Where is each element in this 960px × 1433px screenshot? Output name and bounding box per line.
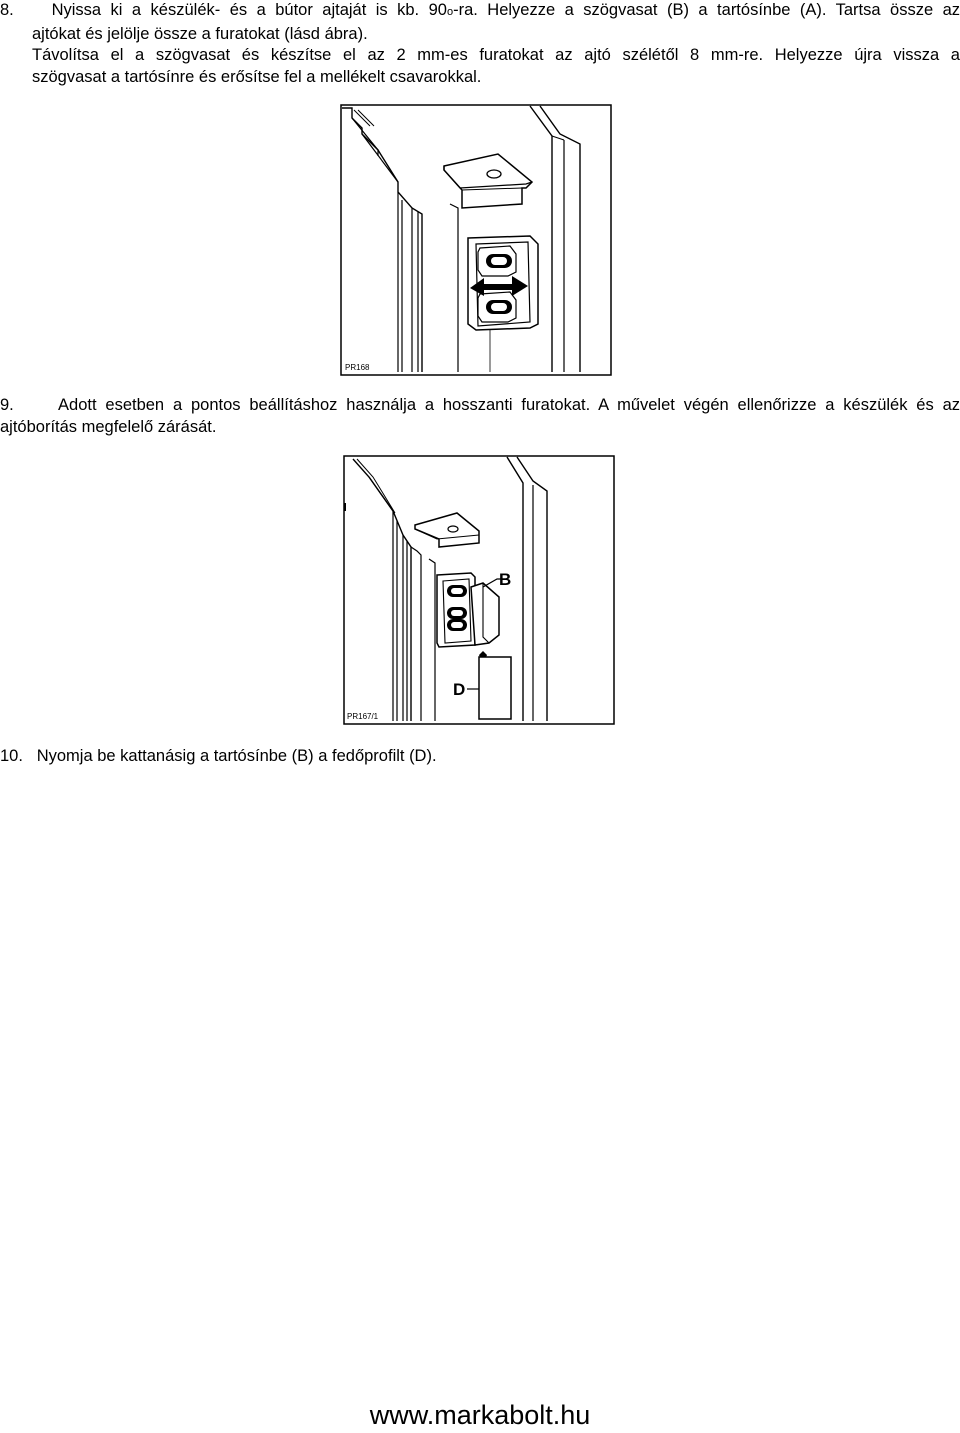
- step-8-text-b: -ra. Helyezze a szögvasat (B) a tartósínbe (A). Tartsa össze az: [453, 1, 960, 19]
- figure-2-drawing: [343, 455, 615, 725]
- step-8-line-2: ajtókat és jelölje össze a furatokat (lásd ábra).: [32, 24, 368, 43]
- step-10-paragraph: [0, 746, 960, 768]
- step-9-line-2: ajtóborítás megfelelő zárását.: [0, 417, 217, 436]
- step-8-line-1: [0, 0, 960, 24]
- step-9-text: Adott esetben a pontos beállításhoz használja a hosszanti furatokat. A művelet végén ellenőrizze a készülék és az: [58, 396, 960, 414]
- step-9-line-1: [0, 395, 960, 417]
- label-d: D: [453, 680, 466, 699]
- step-10-line-1: [0, 746, 960, 768]
- degree-sign: o: [446, 6, 454, 18]
- step-10-text: Nyomja be kattanásig a tartósínbe (B) a fedőprofilt (D).: [36, 747, 437, 765]
- label-b: B: [499, 570, 512, 589]
- figure-bracket-installation: [340, 104, 612, 376]
- figure-1-drawing: [340, 104, 612, 376]
- step-10-number: 10.: [0, 747, 23, 765]
- step-9-number: 9.: [0, 396, 14, 414]
- step-8-number: 8.: [0, 1, 14, 19]
- step-8-line-4: szögvasat a tartósínre és erősítse fel a mellékelt csavarokkal.: [32, 67, 482, 86]
- step-9-paragraph: [0, 395, 960, 438]
- figure-cover-profile: [343, 455, 615, 725]
- footer-url: www.markabolt.hu: [369, 1400, 591, 1430]
- step-8-line-3: Távolítsa el a szögvasat és készítse el az 2 mm-es furatokat az ajtó szélétől 8 mm-re. Helyezze újra vissza a: [32, 46, 960, 64]
- figure-1-code: PR168: [345, 363, 370, 372]
- step-8-text-a: Nyissa ki a készülék- és a bútor ajtaját is kb. 90: [51, 1, 447, 19]
- figure-2-code: PR167/1: [347, 712, 379, 721]
- step-8-paragraph: [0, 0, 960, 88]
